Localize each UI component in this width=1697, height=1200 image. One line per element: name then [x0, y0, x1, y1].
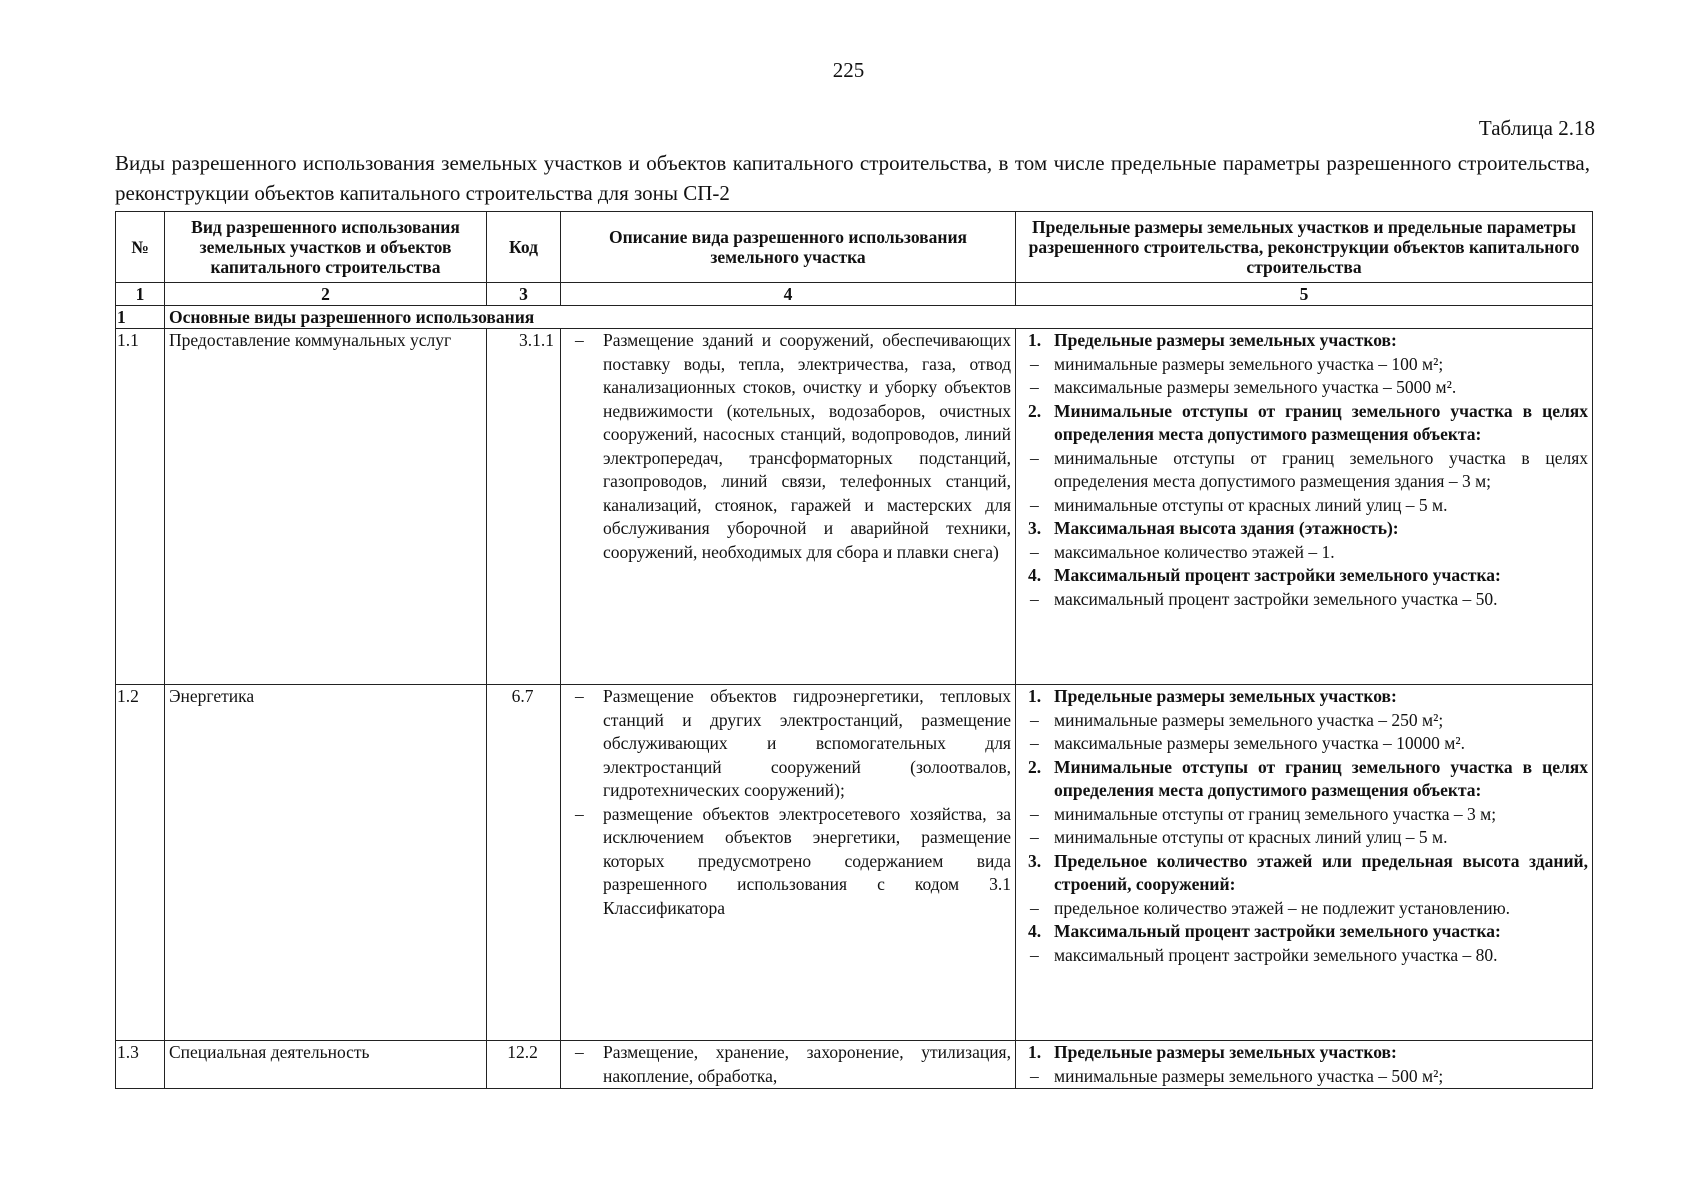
- param-marker: –: [1030, 353, 1039, 374]
- table-caption: Виды разрешенного использования земельных участков и объектов капитального строительства, в том числе предельные параметры разрешенного строительства, реконструкции объектов капитального строительства для зоны СП-2: [115, 151, 1590, 205]
- header-kind: Вид разрешенного использования земельных участков и объектов капитального строительства: [165, 212, 487, 283]
- param-marker: –: [1030, 494, 1039, 515]
- row-code: 3.1.1: [487, 329, 561, 685]
- param-item: – минимальные размеры земельного участка – 250 м²;: [1020, 709, 1588, 733]
- zoning-table: [115, 211, 1593, 1089]
- description-item: – Размещение объектов гидроэнергетики, тепловых станций и других электростанций, размещение обслуживающих и вспомогательных для электростанций сооружений (золоотвалов, гидротехнических сооружений);: [565, 685, 1011, 803]
- param-heading: 4. Максимальный процент застройки земельного участка:: [1020, 920, 1588, 944]
- param-marker: 1.: [1028, 330, 1042, 350]
- row-description: [561, 329, 1016, 685]
- description-item: – размещение объектов электросетевого хозяйства, за исключением объектов энергетики, размещение которых предусмотрено содержанием вида разрешенного использования с кодом 3.1 Классификатора: [565, 803, 1011, 921]
- row-params: [1016, 329, 1593, 685]
- row-num: 1.2: [116, 685, 165, 1041]
- table-header-row: [116, 212, 1593, 283]
- row-name: Энергетика: [165, 685, 487, 1041]
- param-marker: 4.: [1028, 921, 1042, 941]
- description-list: [565, 1041, 1011, 1087]
- param-marker: –: [1030, 803, 1039, 824]
- param-marker: –: [1030, 709, 1039, 730]
- param-item: – минимальные отступы от границ земельного участка – 3 м;: [1020, 803, 1588, 827]
- description-item: – Размещение, хранение, захоронение, утилизация, накопление, обработка,: [565, 1041, 1011, 1087]
- param-item: – минимальные отступы от границ земельного участка в целях определения места допустимого размещения здания – 3 м;: [1030, 447, 1588, 491]
- param-heading: 4. Максимальный процент застройки земельного участка:: [1020, 564, 1588, 588]
- param-item: – минимальные отступы от красных линий улиц – 5 м.: [1020, 494, 1588, 518]
- param-marker: –: [1030, 447, 1039, 468]
- description-list: [565, 329, 1011, 564]
- param-marker: 3.: [1028, 518, 1042, 538]
- row-params: [1016, 685, 1593, 1041]
- param-marker: –: [1030, 1065, 1039, 1086]
- header-params: Предельные размеры земельных участков и предельные параметры разрешенного строительства, реконструкции объектов капитального строительства: [1016, 212, 1593, 283]
- row-description: [561, 685, 1016, 1041]
- param-item: – максимальные размеры земельного участка – 10000 м².: [1020, 732, 1588, 756]
- column-number: 1: [116, 283, 165, 306]
- param-marker: 4.: [1028, 565, 1042, 585]
- param-item: – максимальный процент застройки земельного участка – 80.: [1020, 944, 1588, 968]
- param-marker: –: [1030, 827, 1039, 847]
- row-code: 12.2: [487, 1041, 561, 1089]
- param-heading: 1. Предельные размеры земельных участков:: [1020, 685, 1588, 709]
- param-marker: –: [1030, 541, 1039, 562]
- param-marker: 2.: [1028, 756, 1042, 777]
- page-number: 225: [832, 58, 865, 82]
- description-item: – Размещение зданий и сооружений, обеспечивающих поставку воды, тепла, электричества, газа, отвод канализационных стоков, очистку и уборку объектов недвижимости (котельных, водозаборов, очистных сооружений, насосных станций, водопроводов, линий электропередач, трансформаторных подстанций, газопроводов, линий связи, телефонных станций, канализаций, стоянок, гаражей и мастерских для обслуживания уборочной и аварийной техники, сооружений, необходимых для сбора и плавки снега): [565, 329, 1011, 564]
- param-marker: –: [1030, 733, 1039, 753]
- row-code: 6.7: [487, 685, 561, 1041]
- param-marker: –: [1030, 588, 1039, 609]
- param-item: – максимальное количество этажей – 1.: [1020, 541, 1588, 565]
- param-item: – минимальные отступы от красных линий улиц – 5 м.: [1020, 826, 1588, 850]
- param-heading: 3. Максимальная высота здания (этажность):: [1020, 517, 1588, 541]
- table-row: [116, 1041, 1593, 1089]
- param-heading: 2. Минимальные отступы от границ земельного участка в целях определения места допустимого размещения объекта:: [1028, 400, 1588, 444]
- header-code: Код: [487, 212, 561, 283]
- param-marker: –: [1030, 377, 1039, 397]
- column-number: 2: [165, 283, 487, 306]
- param-heading: 1. Предельные размеры земельных участков:: [1020, 1041, 1588, 1065]
- param-heading: 2. Минимальные отступы от границ земельного участка в целях определения места допустимого размещения объекта:: [1028, 756, 1588, 800]
- column-number: 5: [1016, 283, 1593, 306]
- section-row: [116, 306, 1593, 329]
- param-item: – максимальный процент застройки земельного участка – 50.: [1020, 588, 1588, 612]
- param-item: – минимальные размеры земельного участка – 500 м²;: [1020, 1065, 1588, 1089]
- row-name: Предоставление коммунальных услуг: [165, 329, 487, 685]
- column-number: 3: [487, 283, 561, 306]
- param-item: – минимальные размеры земельного участка – 100 м²;: [1020, 353, 1588, 377]
- param-heading: 3. Предельное количество этажей или предельная высота зданий, строений, сооружений:: [1028, 850, 1588, 894]
- param-item: – предельное количество этажей – не подлежит установлению.: [1020, 897, 1588, 921]
- param-item: – максимальные размеры земельного участка – 5000 м².: [1020, 376, 1588, 400]
- param-heading: 1. Предельные размеры земельных участков:: [1020, 329, 1588, 353]
- param-marker: 1.: [1028, 686, 1042, 706]
- description-list: [565, 685, 1011, 920]
- row-name: Специальная деятельность: [165, 1041, 487, 1089]
- table-number: Таблица 2.18: [1478, 116, 1595, 140]
- header-num: №: [116, 212, 165, 283]
- table-row: [116, 329, 1593, 685]
- param-marker: 2.: [1028, 400, 1042, 421]
- param-marker: 1.: [1028, 1042, 1042, 1062]
- section-title: Основные виды разрешенного использования: [165, 306, 1593, 329]
- row-num: 1.3: [116, 1041, 165, 1089]
- column-number-row: [116, 283, 1593, 306]
- row-params: [1016, 1041, 1593, 1089]
- header-description: Описание вида разрешенного использования земельного участка: [561, 212, 1016, 283]
- section-num: 1: [116, 306, 165, 329]
- row-num: 1.1: [116, 329, 165, 685]
- param-marker: –: [1030, 944, 1039, 965]
- row-description: [561, 1041, 1016, 1089]
- param-marker: 3.: [1028, 850, 1042, 871]
- param-marker: –: [1030, 897, 1039, 918]
- table-row: [116, 685, 1593, 1041]
- column-number: 4: [561, 283, 1016, 306]
